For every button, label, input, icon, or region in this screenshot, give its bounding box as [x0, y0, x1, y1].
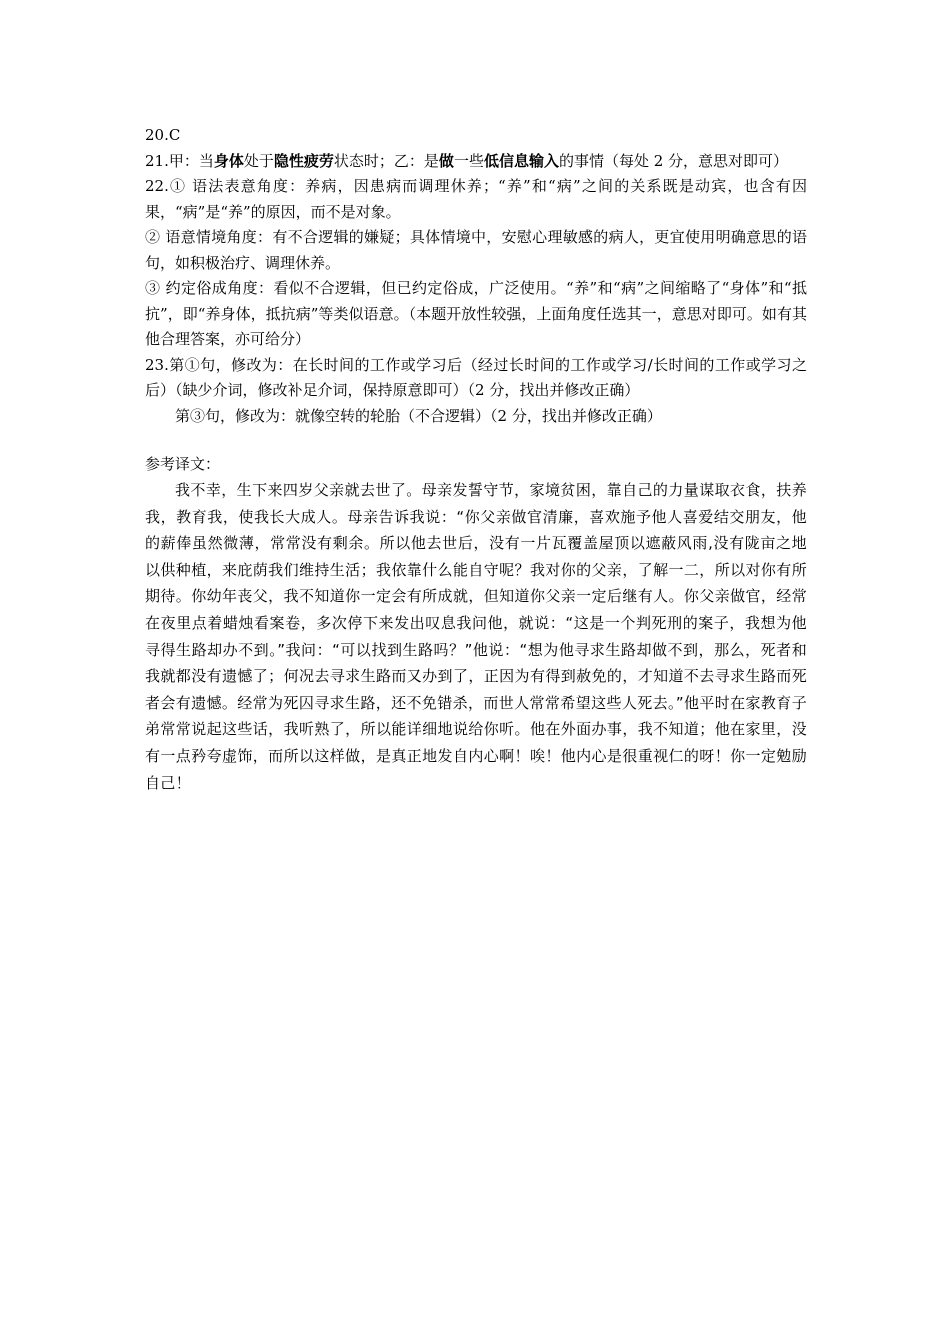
answer-22-part-2: ② 语意情境角度：有不合逻辑的嫌疑；具体情境中，安慰心理敏感的病人，更宜使用明确意思的语句，如积极治疗、调理休养。	[145, 228, 807, 272]
answer-21-bold-term: 隐性疲劳	[273, 151, 334, 170]
answer-21-text: 状态时；乙：是	[333, 151, 439, 170]
answer-21-bold-term: 身体	[213, 151, 244, 170]
answer-23-part-2: 第③句，修改为：就像空转的轮胎（不合逻辑）（2 分，找出并修改正确）	[175, 406, 662, 425]
answer-21-text: 的事情（每处 2 分，意思对即可）	[558, 151, 789, 170]
answer-key	[145, 123, 807, 429]
answer-22-part-1: 22.① 语法表意角度：养病，因患病而调理休养；“养”和“病”之间的关系既是动宾，也含有因果，“病”是“养”的原因，而不是对象。	[145, 177, 807, 221]
document-page	[145, 123, 807, 796]
answer-21-text: 一些	[453, 151, 484, 170]
answer-21-bold-term: 做	[438, 151, 454, 170]
answer-21-text: 21.甲：当	[145, 151, 214, 170]
answer-23-part-1: 23.第①句，修改为：在长时间的工作或学习后（经过长时间的工作或学习/长时间的工作或学习之后）（缺少介词，修改补足介词，保持原意即可）（2 分，找出并修改正确）	[145, 355, 807, 399]
answer-21	[145, 149, 807, 175]
translation-body: 我不幸，生下来四岁父亲就去世了。母亲发誓守节，家境贫困，靠自己的力量谋取衣食，扶养我，教育我，使我长大成人。母亲告诉我说：“你父亲做官清廉，喜欢施予他人喜爱结交朋友，他的薪俸虽然微薄，常常没有剩余。所以他去世后，没有一片瓦覆盖屋顶以遮蔽风雨,没有陇亩之地以供种植，来庇荫我们维持生活；我依靠什么能自守呢？我对你的父亲，了解一二，所以对你有所期待。你幼年丧父，我不知道你一定会有所成就，但知道你父亲一定后继有人。你父亲做官，经常在夜里点着蜡烛看案卷，多次停下来发出叹息我问他，就说：“这是一个判死刑的案子，我想为他寻得生路却办不到。”我问：“可以找到生路吗？”他说：“想为他寻求生路却做不到，那么，死者和我就都没有遗憾了；何况去寻求生路而又办到了，正因为有得到赦免的，才知道不去寻求生路而死者会有遗憾。经常为死囚寻求生路，还不免错杀，而世人常常希望这些人死去。”他平时在家教育子弟常常说起这些话，我听熟了，所以能详细地说给你听。他在外面办事，我不知道；他在家里，没有一点矜夸虚饰，而所以这样做，是真正地发自内心啊！唉！他内心是很重视仁的呀！你一定勉励自己！	[145, 481, 807, 792]
translation-title: 参考译文：	[145, 455, 221, 473]
answer-22-part-3: ③ 约定俗成角度：看似不合逻辑，但已约定俗成，广泛使用。“养”和“病”之间缩略了“身体”和“抵抗”，即“养身体，抵抗病”等类似语意。（本题开放性较强，上面角度任选其一，意思对即可。如有其他合理答案，亦可给分）	[145, 279, 807, 348]
answer-20: 20.C	[145, 126, 181, 144]
answer-21-text: 处于	[243, 151, 274, 170]
answer-21-bold-term: 低信息输入	[483, 151, 559, 170]
